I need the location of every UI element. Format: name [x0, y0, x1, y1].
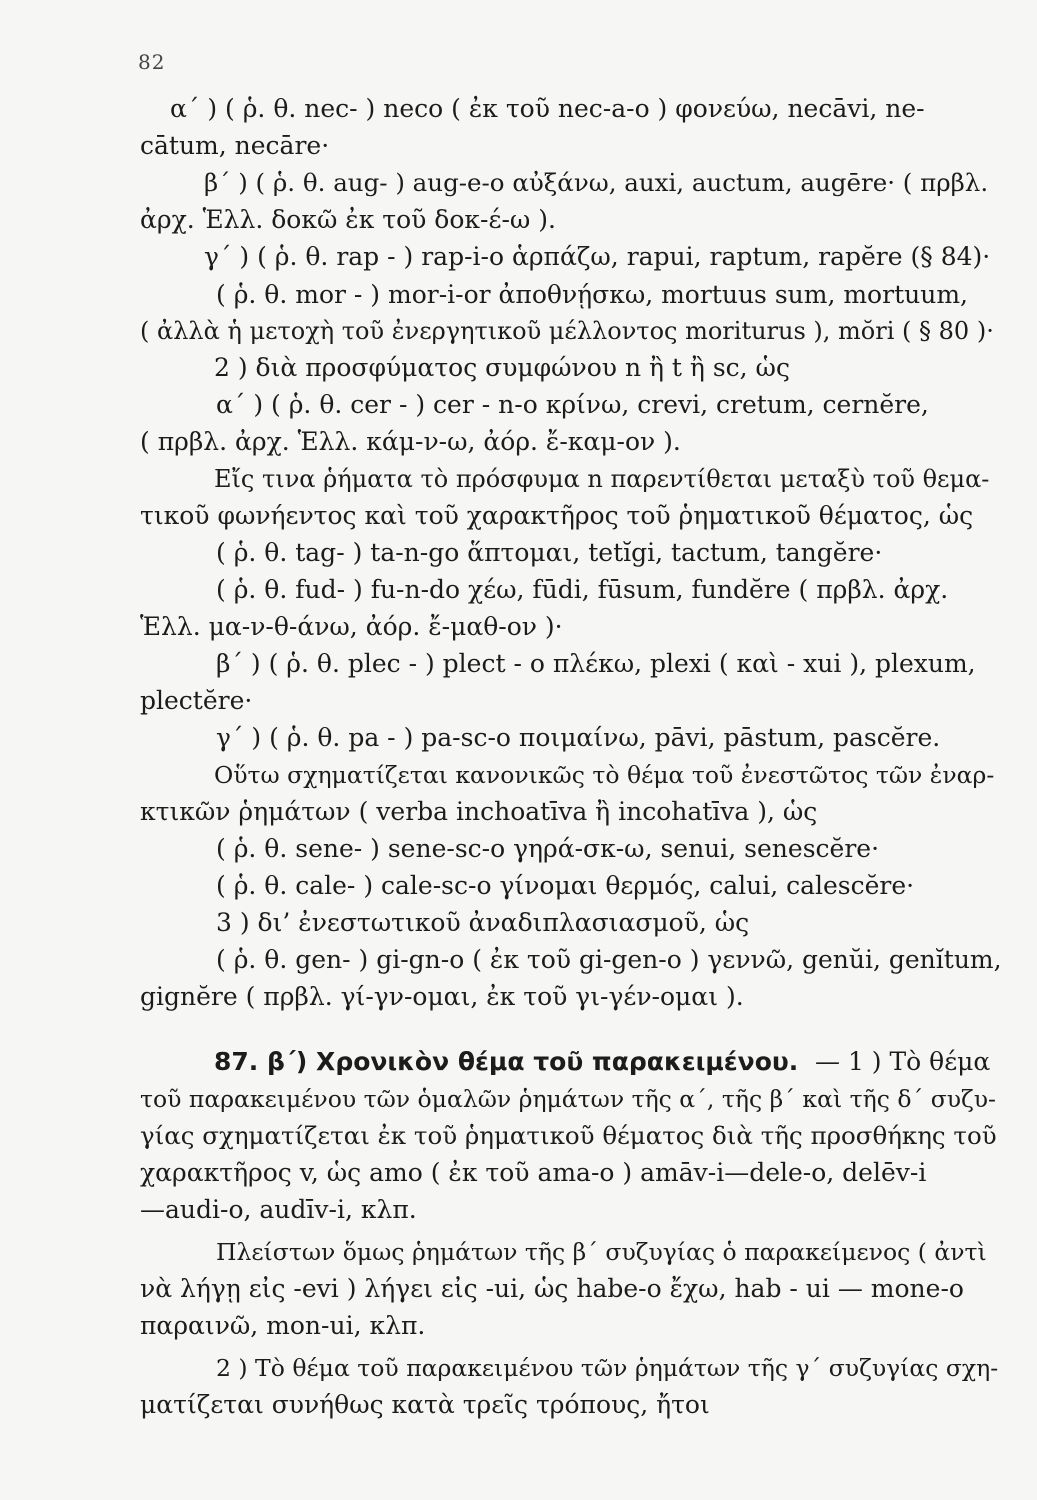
- text-line: ( ῥ. θ. cale- ) cale-sc-o γίνομαι θερμός, calui, calescĕre·: [216, 871, 915, 900]
- text-line: plectĕre·: [140, 686, 253, 715]
- text-line: νὰ λήγῃ εἰς -evi ) λήγει εἰς -ui, ὡς habe-o ἔχω, hab - ui — mone-o: [140, 1274, 964, 1303]
- text-line: 2 ) διὰ προσφύματος συμφώνου n ἢ t ἢ sc, ὡς: [214, 353, 790, 382]
- text-line: α΄ ) ( ῥ. θ. cer - ) cer - n-o κρίνω, crevi, cretum, cernĕre,: [216, 390, 929, 419]
- text-line: ( ῥ. θ. fud- ) fu-n-do χέω, fūdi, fūsum, fundĕre ( πρβλ. ἀρχ.: [216, 575, 949, 604]
- text-line: 3 ) δι’ ἐνεστωτικοῦ ἀναδιπλασιασμοῦ, ὡς: [216, 908, 750, 937]
- text-line: Πλείστων ὅμως ῥημάτων τῆς β΄ συζυγίας ὁ παρακείμενος ( ἀντὶ: [216, 1238, 987, 1266]
- text-line: ( ῥ. θ. sene- ) sene-sc-o γηρά-σκ-ω, senui, senescĕre·: [216, 834, 880, 863]
- text-line: τοῦ παρακειμένου τῶν ὁμαλῶν ῥημάτων τῆς α΄, τῆς β΄ καὶ τῆς δ΄ συζυ-: [140, 1085, 996, 1113]
- text-line: γ΄ ) ( ῥ. θ. pa - ) pa-sc-o ποιμαίνω, pāvi, pāstum, pascĕre.: [216, 723, 941, 752]
- text-line: Οὕτω σχηματίζεται κανονικῶς τὸ θέμα τοῦ ἐνεστῶτος τῶν ἐναρ-: [214, 761, 995, 789]
- section-heading: 87. β΄) Χρονικὸν θέμα τοῦ παρακειμένου.: [214, 1047, 799, 1076]
- text-line: ( ῥ. θ. tag- ) ta-n-go ἅπτομαι, tetĭgi, tactum, tangĕre·: [216, 538, 883, 567]
- text-line: β΄ ) ( ῥ. θ. aug- ) aug-e-o αὐξάνω, auxi, auctum, augēre· ( πρβλ.: [204, 168, 989, 197]
- page-number: 82: [138, 50, 166, 74]
- text-line: ( ῥ. θ. mor - ) mor-i-or ἀποθνῄσκω, mortuus sum, mortuum,: [216, 280, 968, 309]
- text-line: cātum, necāre·: [140, 131, 330, 160]
- text-line: κτικῶν ῥημάτων ( verba inchoatīva ἢ incohatīva ), ὡς: [140, 797, 818, 826]
- text-line: Ἑλλ. μα-ν-θ-άνω, ἀόρ. ἔ-μαθ-ον )·: [140, 612, 563, 641]
- text-line: gignĕre ( πρβλ. γί-γν-ομαι, ἐκ τοῦ γι-γέν-ομαι ).: [140, 982, 744, 1011]
- text-line: παραινῶ, mon-ui, κλπ.: [140, 1311, 426, 1340]
- text-line: ( πρβλ. ἀρχ. Ἑλλ. κάμ-ν-ω, ἀόρ. ἔ-καμ-ον ).: [140, 427, 681, 456]
- text-line: γίας σχηματίζεται ἐκ τοῦ ῥηματικοῦ θέματος διὰ τῆς προσθήκης τοῦ: [140, 1121, 997, 1150]
- text-line: χαρακτῆρος v, ὡς amo ( ἐκ τοῦ ama-o ) amāv-i—dele-o, delēv-i: [140, 1158, 927, 1187]
- text-line: τικοῦ φωνήεντος καὶ τοῦ χαρακτῆρος τοῦ ῥηματικοῦ θέματος, ὡς: [140, 501, 974, 530]
- text-line: β΄ ) ( ῥ. θ. plec - ) plect - o πλέκω, plexi ( καὶ - xui ), plexum,: [216, 649, 976, 678]
- text-line: —audi-o, audīv-i, κλπ.: [140, 1195, 417, 1224]
- text-line: — 1 ) Τὸ θέμα: [815, 1047, 991, 1076]
- text-line: 2 ) Τὸ θέμα τοῦ παρακειμένου τῶν ῥημάτων τῆς γ΄ συζυγίας σχη-: [216, 1354, 999, 1382]
- text-line: ἀρχ. Ἑλλ. δοκῶ ἐκ τοῦ δοκ-έ-ω ).: [140, 205, 556, 234]
- text-line: ( ῥ. θ. gen- ) gi-gn-o ( ἐκ τοῦ gi-gen-o ) γεννῶ, genŭi, genĭtum,: [216, 945, 1002, 974]
- text-line: ματίζεται συνήθως κατὰ τρεῖς τρόπους, ἤτοι: [140, 1390, 710, 1419]
- text-line: γ΄ ) ( ῥ. θ. rap - ) rap-i-o ἁρπάζω, rapui, raptum, rapĕre (§ 84)·: [204, 242, 991, 271]
- text-line: ( ἀλλὰ ἡ μετοχὴ τοῦ ἐνεργητικοῦ μέλλοντος moriturus ), mŏri ( § 80 )·: [140, 317, 994, 345]
- text-line: Εἴς τινα ῥήματα τὸ πρόσφυμα n παρεντίθεται μεταξὺ τοῦ θεμα-: [214, 465, 990, 493]
- text-line: α΄ ) ( ῥ. θ. nec- ) neco ( ἐκ τοῦ nec-a-o ) φονεύω, necāvi, ne-: [170, 94, 925, 123]
